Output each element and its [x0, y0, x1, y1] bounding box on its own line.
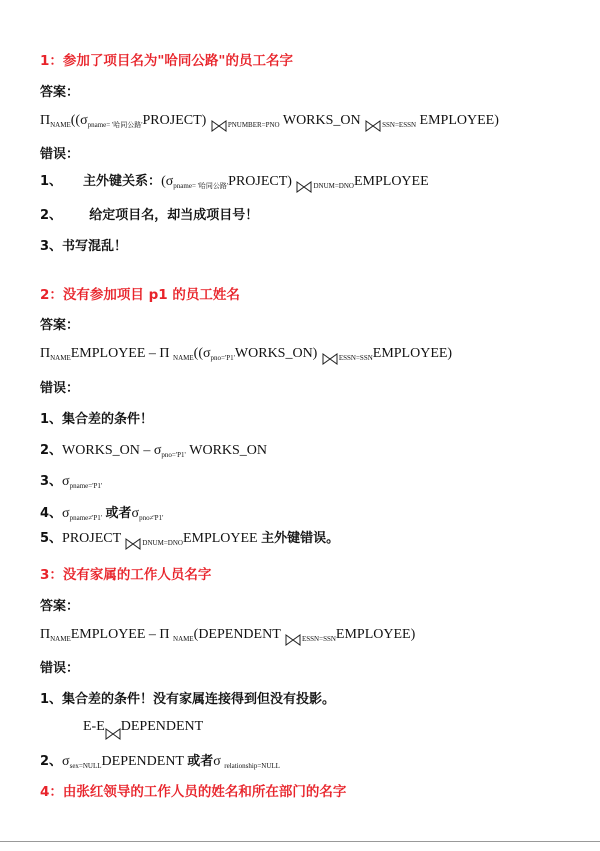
sigma-subscript: pno≠'P1'	[139, 514, 164, 522]
or-text: 或者	[105, 506, 132, 521]
join-icon	[296, 181, 312, 193]
relation-employee: EMPLOYEE – Π	[70, 346, 170, 361]
pi-subscript: NAME	[50, 635, 71, 643]
sigma-subscript: pname≠'P1'	[69, 514, 103, 522]
open-paren-sigma: ((σ	[193, 346, 211, 361]
or-text: 或者	[187, 754, 214, 769]
pi-symbol: Π	[40, 346, 51, 361]
q1-error-1	[40, 173, 429, 193]
relation-employee: EMPLOYEE)	[335, 627, 416, 642]
q3-error-2	[40, 753, 280, 771]
q1-answer-label: 答案：	[40, 85, 80, 100]
join-icon	[285, 634, 301, 646]
error-number: 5、	[40, 531, 63, 546]
error-text: 主外键关系：	[83, 174, 162, 189]
q3-error-1-expression	[83, 718, 203, 740]
sigma-symbol: σ	[62, 474, 70, 489]
join-condition: ESSN=SSN	[338, 354, 373, 362]
sigma-subscript: pno='P1'	[161, 451, 186, 459]
error-number: 2、	[40, 754, 63, 769]
q2-title: 2：没有参加项目 p1 的员工姓名	[40, 287, 240, 303]
sigma-symbol: σ	[131, 506, 140, 521]
join-condition: DNUM=DNO	[313, 182, 354, 190]
error-tail: 主外键错误。	[261, 531, 340, 546]
relation-dependent: (DEPENDENT	[193, 627, 281, 642]
relation-works-on: WORKS_ON	[189, 443, 268, 458]
q1-error-2	[40, 207, 258, 225]
join-condition: DNUM=DNO	[142, 539, 183, 547]
sigma-symbol: σ	[62, 754, 70, 769]
sigma-subscript: sex=NULL	[69, 762, 102, 770]
join-icon	[105, 728, 121, 740]
q3-answer-expression	[40, 626, 415, 646]
q2-errors-label: 错误：	[40, 381, 80, 396]
relation-works-on: WORKS_ON – σ	[62, 443, 162, 458]
pi-subscript: NAME	[50, 121, 71, 129]
q2-error-5	[40, 530, 339, 550]
relation-e-e: E-E	[83, 719, 105, 734]
q2-answer-label: 答案：	[40, 318, 80, 333]
page-divider	[0, 841, 600, 842]
pi-subscript: NAME	[50, 354, 71, 362]
open-paren-sigma: ((σ	[70, 113, 88, 128]
sigma-symbol: σ	[62, 506, 70, 521]
relation-employee: EMPLOYEE	[182, 531, 258, 546]
pi-subscript: NAME	[173, 354, 194, 362]
q2-error-3	[40, 473, 102, 491]
join-condition: PNUMBER=PNO	[227, 121, 280, 129]
pi-symbol: Π	[40, 627, 51, 642]
relation-employee: EMPLOYEE)	[372, 346, 453, 361]
join-condition: SSN=ESSN	[382, 121, 417, 129]
error-number: 4、	[40, 506, 63, 521]
q2-error-1: 1、集合差的条件！	[40, 412, 154, 427]
join-icon	[211, 120, 227, 132]
pi-symbol: Π	[40, 113, 51, 128]
q1-error-3: 3、书写混乱！	[40, 239, 128, 254]
q3-errors-label: 错误：	[40, 661, 80, 676]
relation-employee: EMPLOYEE – Π	[70, 627, 170, 642]
relation-works-on: WORKS_ON	[282, 113, 361, 128]
q2-error-2	[40, 442, 267, 460]
q1-title: 1：参加了项目名为"哈同公路"的员工名字	[40, 53, 293, 69]
relation-works-on: WORKS_ON)	[234, 346, 318, 361]
q4-title: 4：由张红领导的工作人员的姓名和所在部门的名字	[40, 784, 347, 800]
error-number: 3、	[40, 474, 63, 489]
relation-employee: EMPLOYEE	[353, 174, 429, 189]
error-number: 2、	[40, 208, 63, 223]
join-condition: ESSN=SSN	[302, 635, 336, 643]
relation-project: PROJECT)	[228, 174, 292, 189]
relation-project: PROJECT	[62, 531, 121, 546]
q3-error-1: 1、集合差的条件！没有家属连接得到但没有投影。	[40, 692, 336, 707]
sigma-subscript: pname= '哈同公路'	[87, 121, 143, 129]
join-icon	[125, 538, 141, 550]
q3-answer-label: 答案：	[40, 599, 80, 614]
sigma-subscript: pno='P1'	[210, 354, 235, 362]
q1-errors-label: 错误：	[40, 147, 80, 162]
join-icon	[322, 353, 338, 365]
pi-subscript: NAME	[173, 635, 194, 643]
relation-project: PROJECT)	[142, 113, 207, 128]
q2-answer-expression	[40, 345, 452, 365]
join-icon	[365, 120, 381, 132]
q2-error-4	[40, 505, 163, 523]
sigma-subscript: pname='P1'	[69, 482, 103, 490]
error-text: 给定项目名，却当成项目号！	[89, 208, 259, 223]
q3-title: 3：没有家属的工作人员名字	[40, 567, 212, 583]
q1-answer-expression	[40, 112, 499, 132]
relation-employee: EMPLOYEE)	[419, 113, 499, 128]
relation-dependent: DEPENDENT	[120, 719, 204, 734]
sigma-subscript: pname= '哈同公路'	[173, 182, 229, 190]
sigma-subscript: relationship=NULL	[224, 762, 280, 770]
relation-dependent: DEPENDENT	[101, 754, 184, 769]
error-number: 1、	[40, 174, 63, 189]
error-number: 2、	[40, 443, 63, 458]
sigma-symbol: σ	[213, 754, 221, 769]
open-paren-sigma: (σ	[161, 174, 174, 189]
